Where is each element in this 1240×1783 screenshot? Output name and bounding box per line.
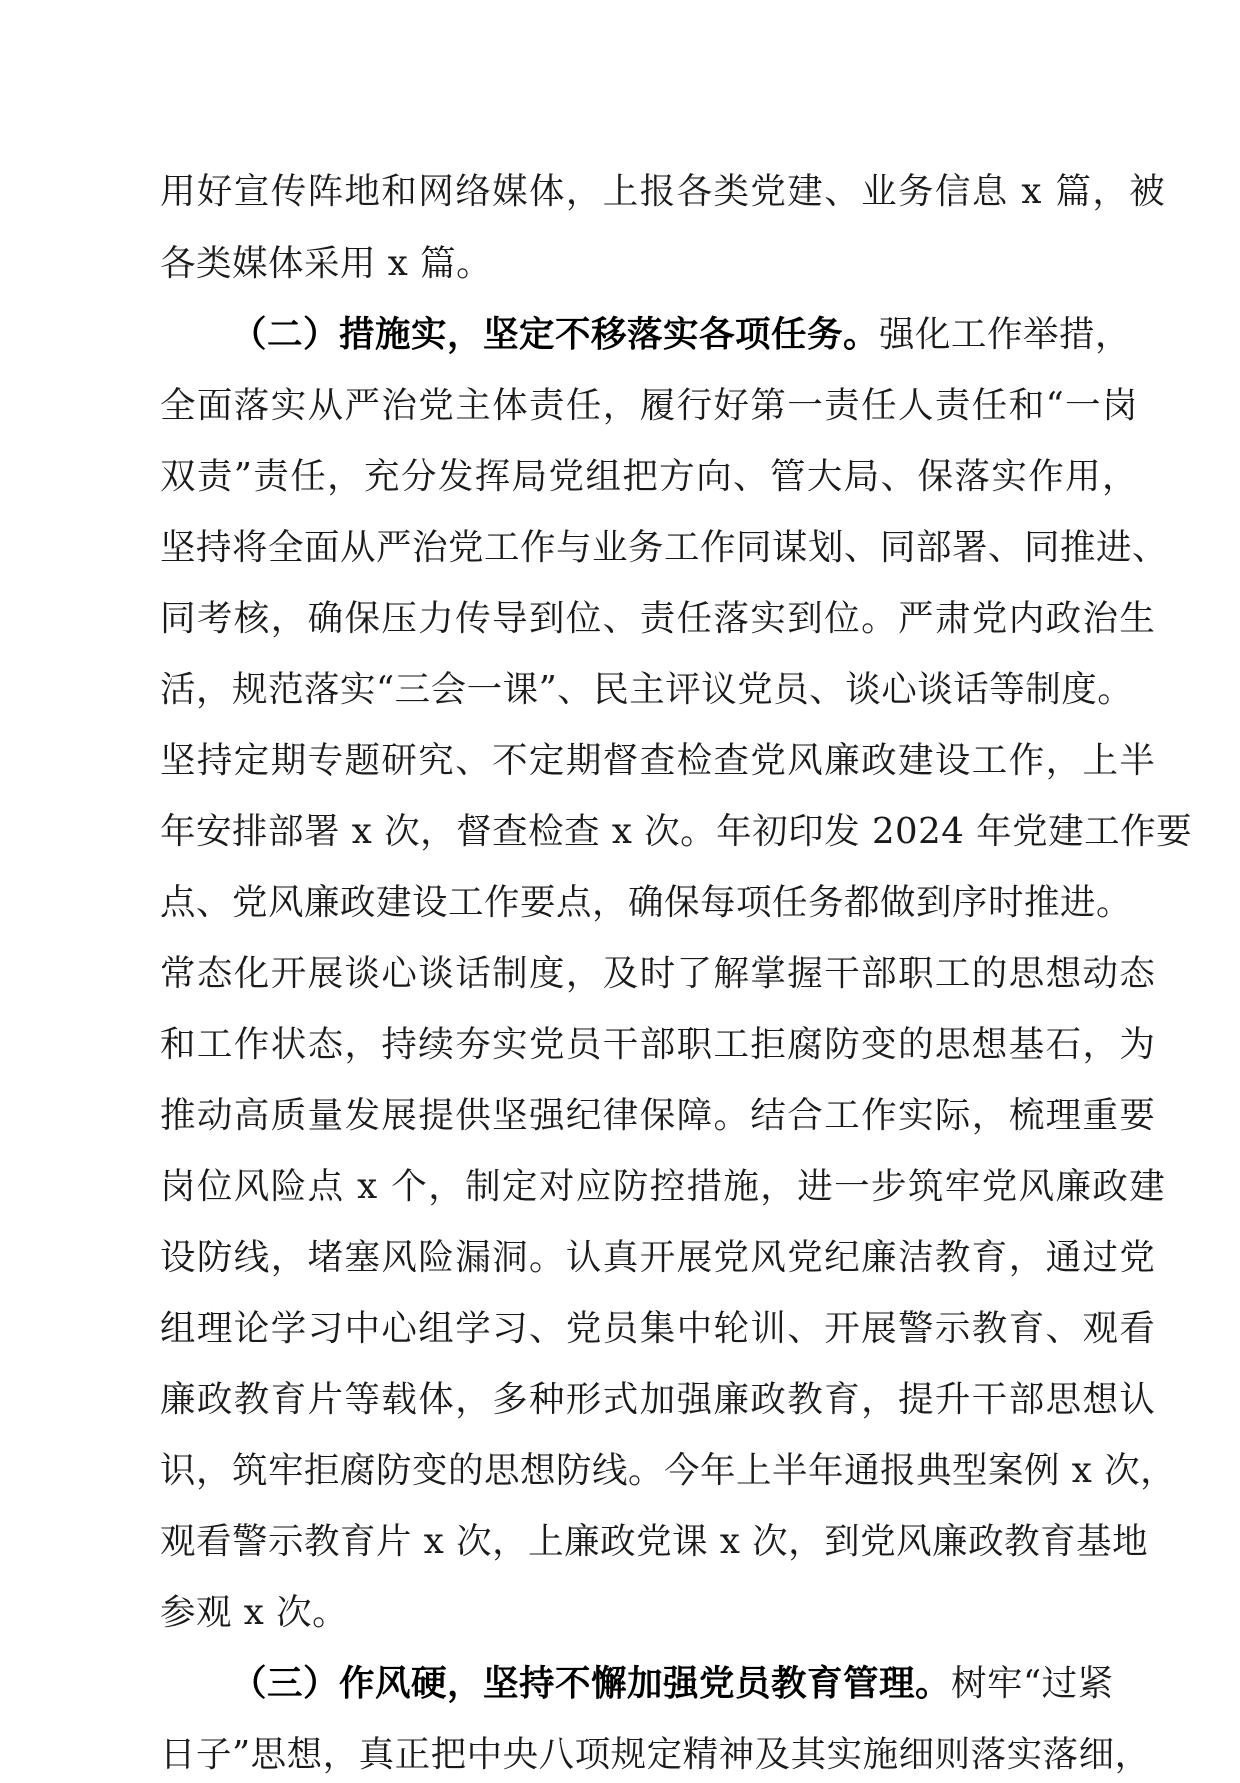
heading-line-text: 强化工作举措， — [879, 314, 1132, 355]
text-line: 同考核，确保压力传导到位、责任落实到位。严肃党内政治生 — [160, 598, 1157, 639]
section-heading-line — [231, 307, 1131, 363]
text-line: 用好宣传阵地和网络媒体，上报各类党建、业务信息 x 篇，被 — [160, 171, 1167, 212]
text-line: 参观 x 次。 — [160, 1592, 349, 1633]
text-line: 各类媒体采用 x 篇。 — [160, 243, 493, 284]
text-line: 廉政教育片等载体，多种形式加强廉政教育，提升干部思想认 — [160, 1379, 1157, 1420]
text-line: 观看警示教育片 x 次，上廉政党课 x 次，到党风廉政教育基地 — [160, 1521, 1149, 1562]
text-line: 全面落实从严治党主体责任，履行好第一责任人责任和“一岗 — [160, 385, 1139, 426]
text-line: 坚持将全面从严治党工作与业务工作同谋划、同部署、同推进、 — [160, 527, 1169, 568]
text-line: 推动高质量发展提供坚强纪律保障。结合工作实际，梳理重要 — [160, 1095, 1157, 1136]
heading-line-text: 树牢“过紧 — [951, 1663, 1114, 1704]
text-line: 识，筑牢拒腐防变的思想防线。今年上半年通报典型案例 x 次， — [160, 1450, 1177, 1491]
text-line: 年安排部署 x 次，督查检查 x 次。年初印发 2024 年党建工作要 — [160, 811, 1193, 852]
text-line: 坚持定期专题研究、不定期督查检查党风廉政建设工作，上半 — [160, 740, 1157, 781]
text-line: 设防线，堵塞风险漏洞。认真开展党风党纪廉洁教育，通过党 — [160, 1237, 1157, 1278]
text-line: 岗位风险点 x 个，制定对应防控措施，进一步筑牢党风廉政建 — [160, 1166, 1167, 1207]
section-heading: （二）措施实，坚定不移落实各项任务。 — [231, 314, 880, 355]
text-line: 活，规范落实“三会一课”、民主评议党员、谈心谈话等制度。 — [160, 669, 1134, 710]
section-heading: （三）作风硬，坚持不懈加强党员教育管理。 — [231, 1663, 952, 1704]
text-line: 双责”责任，充分发挥局党组把方向、管大局、保落实作用， — [160, 456, 1139, 497]
text-line: 常态化开展谈心谈话制度，及时了解掌握干部职工的思想动态 — [160, 953, 1157, 994]
text-line: 日子”思想，真正把中央八项规定精神及其实施细则落实落细， — [160, 1734, 1151, 1775]
text-line: 和工作状态，持续夯实党员干部职工拒腐防变的思想基石，为 — [160, 1024, 1157, 1065]
text-line: 点、党风廉政建设工作要点，确保每项任务都做到序时推进。 — [160, 882, 1133, 923]
text-line: 组理论学习中心组学习、党员集中轮训、开展警示教育、观看 — [160, 1308, 1157, 1349]
section-heading-line — [231, 1656, 1114, 1712]
